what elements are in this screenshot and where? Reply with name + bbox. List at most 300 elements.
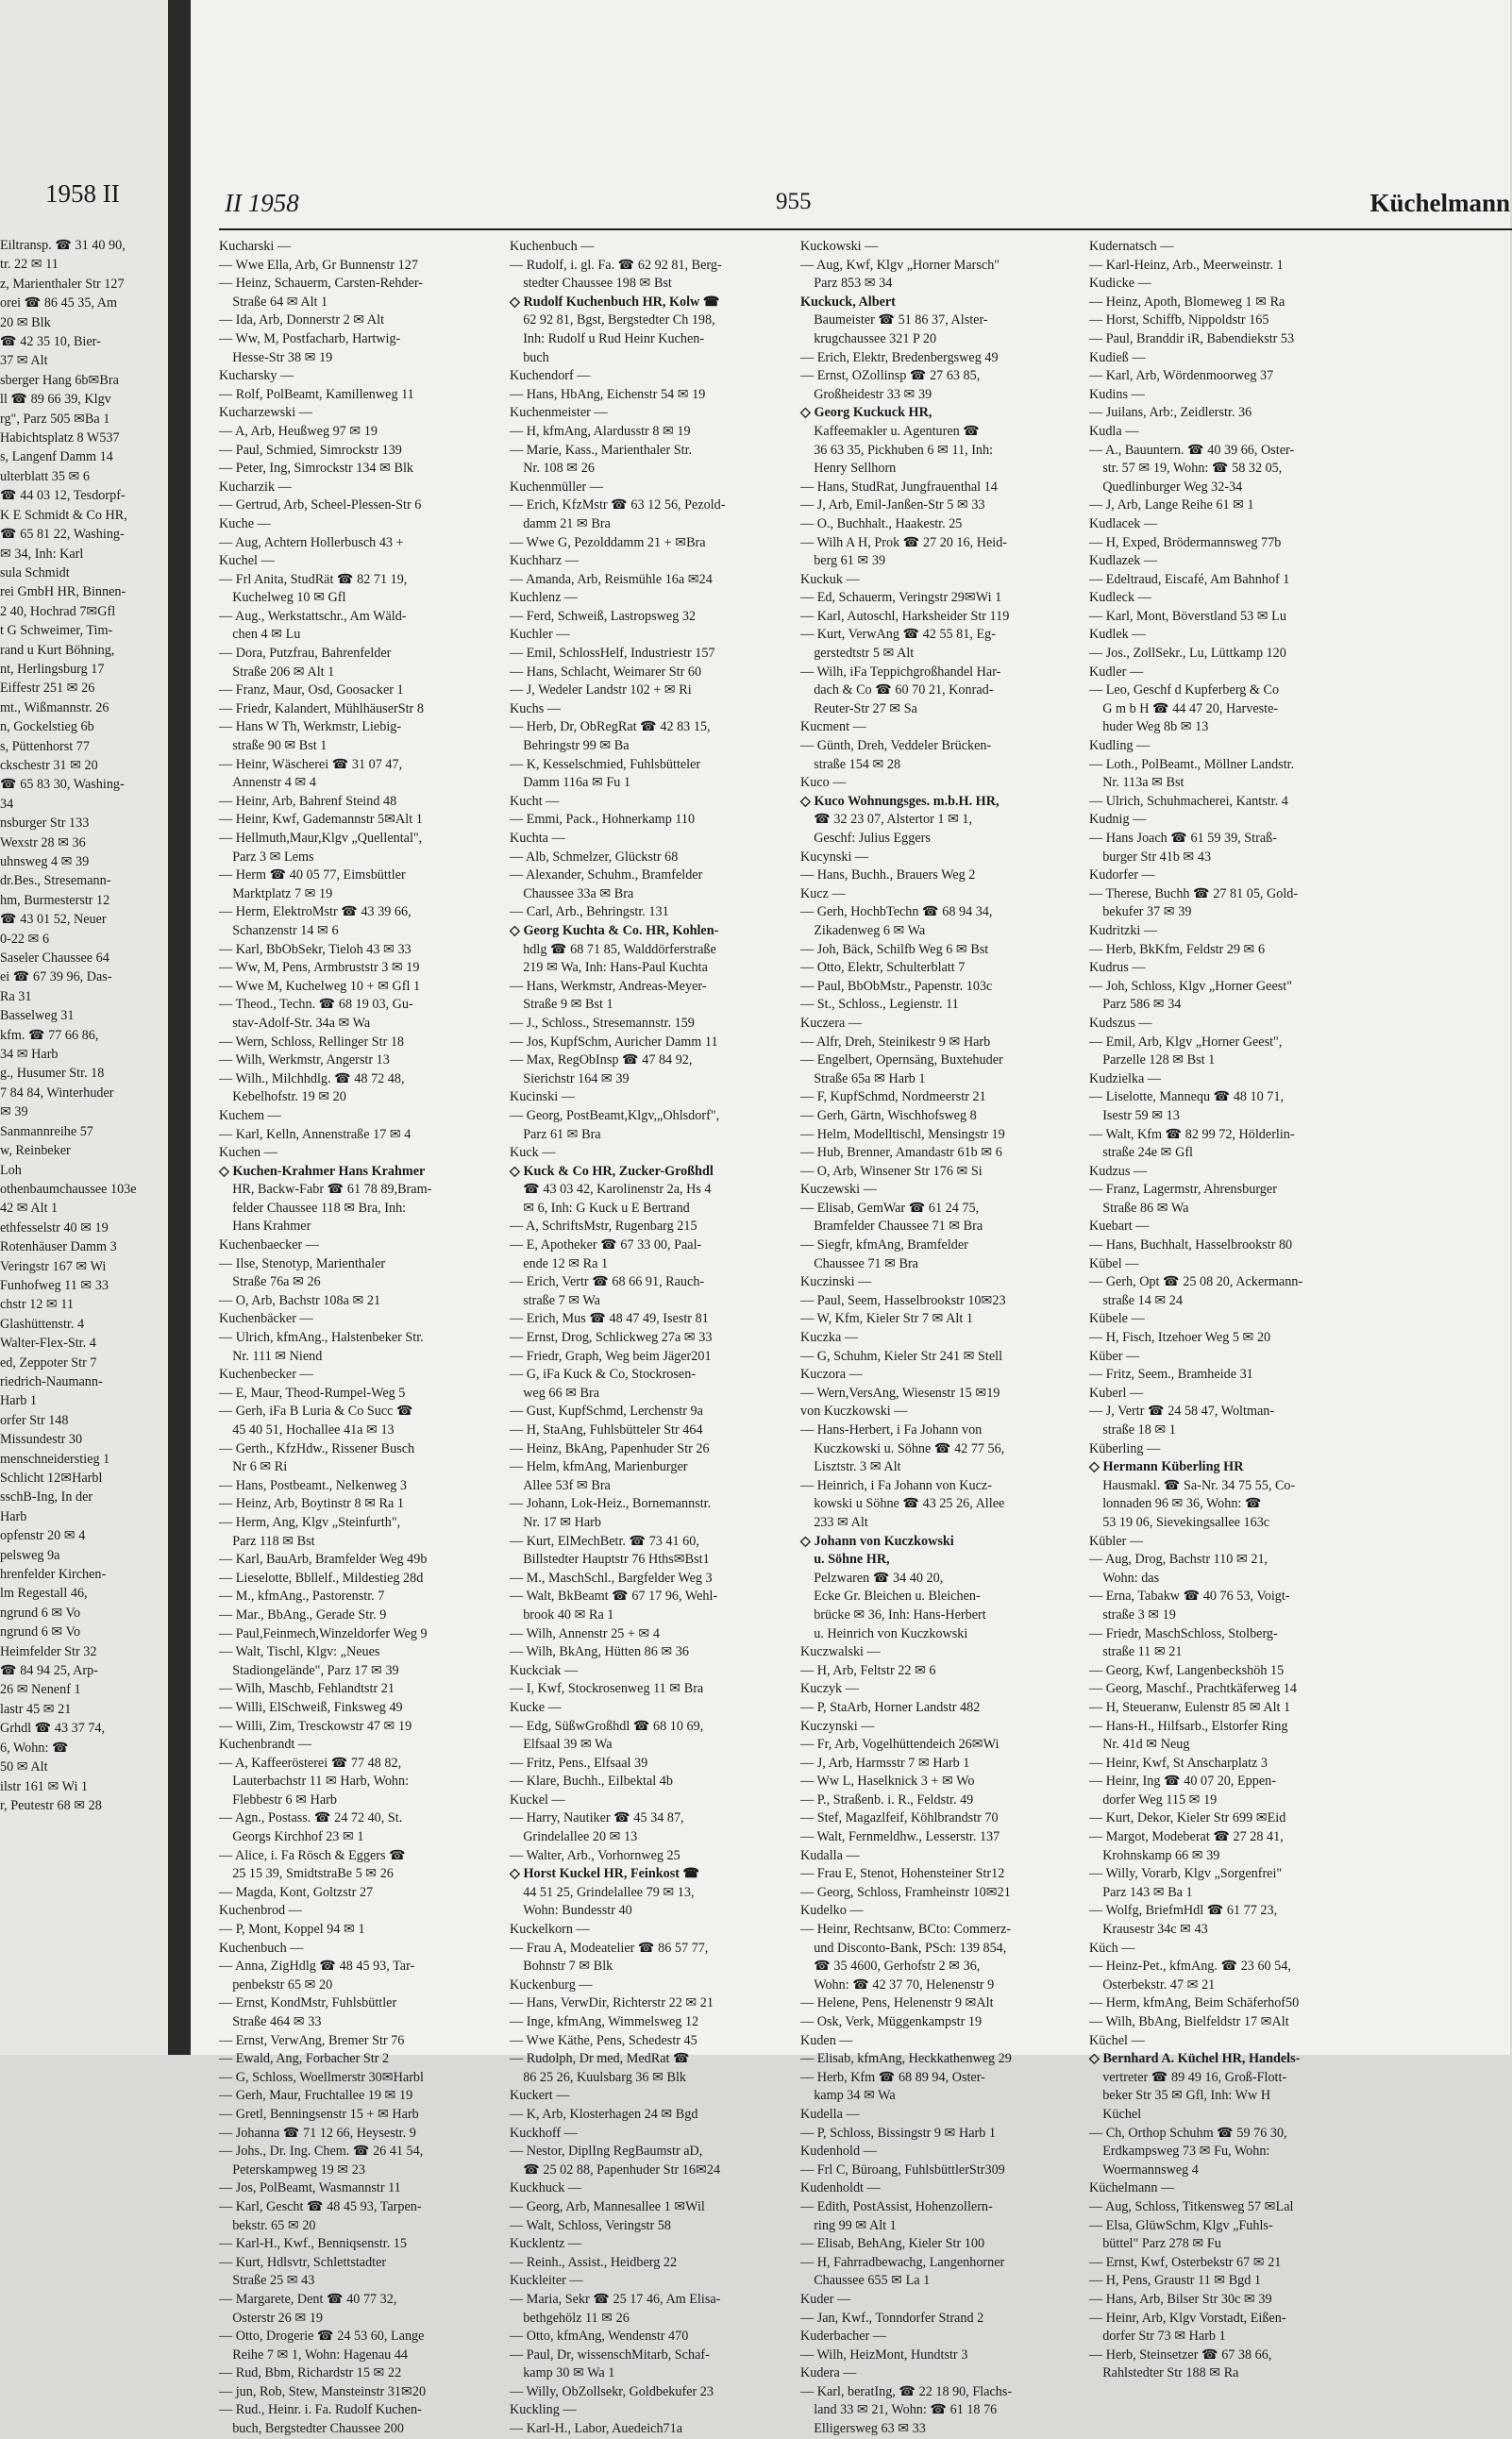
directory-entry-line: Kuckuk — [800, 571, 860, 587]
directory-entry-line: Küchel — [1089, 2032, 1145, 2048]
directory-entry-line: Isestr 59 ✉ 13 [1089, 1107, 1180, 1123]
directory-entry-line: Chaussee 655 ✉ La 1 [800, 2273, 931, 2289]
directory-entry-line: — H, Fahrradbewachg, Langenhorner [800, 2254, 1005, 2270]
directory-entry-line: Behringstr 99 ✉ Ba [510, 738, 630, 754]
directory-entry-line: Kuckel — [510, 1791, 565, 1808]
directory-entry-line: — Agn., Postass. ☎ 24 72 40, St. [219, 1810, 403, 1826]
directory-entry-line: — Karl-H., Labor, Auedeich71a [510, 2421, 683, 2437]
facing-page-line: Harb 1 [0, 1393, 38, 1409]
directory-entry-line: — Hans, Buchh., Brauers Weg 2 [800, 867, 976, 883]
directory-entry-line: — Loth., PolBeamt., Möllner Landstr. [1089, 756, 1295, 772]
directory-entry-line: — Herb, Dr, ObRegRat ☎ 42 83 15, [510, 719, 711, 735]
directory-entry-line: Chaussee 71 ✉ Bra [800, 1255, 918, 1271]
directory-entry-line: — Paul, Seem, Hasselbrookstr 10✉23 [800, 1292, 1006, 1308]
directory-entry-line: dorfer Weg 115 ✉ 19 [1089, 1791, 1218, 1808]
facing-page-line: hrenfelder Kirchen- [0, 1567, 107, 1583]
directory-entry-line: — Paul, Schmied, Simrockstr 139 [219, 442, 402, 458]
facing-page-line: Walter-Flex-Str. 4 [0, 1336, 96, 1352]
directory-column-2 [510, 238, 768, 2437]
directory-entry-line: Reihe 7 ✉ 1, Wohn: Hagenau 44 [219, 2346, 409, 2363]
directory-entry-line: — Georg, Schloss, Framheinstr 10✉21 [800, 1884, 1011, 1900]
directory-entry-line: — Nestor, DiplIng RegBaumstr aD, [510, 2144, 703, 2160]
directory-entry-line: — Gerth., KfzHdw., Rissener Busch [219, 1440, 415, 1456]
directory-entry-line: — Wwe G, Pezolddamm 21 + ✉Bra [510, 534, 706, 550]
directory-entry-line: Kudicke — [1089, 276, 1151, 292]
directory-entry-line: Straße 86 ✉ Wa [1089, 1200, 1189, 1216]
directory-entry-line: — Helm, kfmAng, Marienburger [510, 1459, 688, 1475]
directory-entry-line: — P., Straßenb. i. R., Feldstr. 49 [800, 1791, 974, 1808]
directory-entry-line: — Margarete, Dent ☎ 40 77 32, [219, 2291, 397, 2307]
directory-entry-line: — Rolf, PolBeamt, Kamillenweg 11 [219, 386, 414, 402]
directory-entry-line: — Dora, Putzfrau, Bahrenfelder [219, 646, 392, 662]
facing-page-line: ✉ 39 [0, 1104, 28, 1120]
directory-entry-line: Krausestr 34c ✉ 43 [1089, 1922, 1208, 1938]
directory-entry-line: — Frau A, Modeatelier ☎ 86 57 77, [510, 1940, 709, 1956]
directory-entry-line: — Alfr, Dreh, Steinikestr 9 ✉ Harb [800, 1034, 991, 1050]
directory-entry-line: — Rudolf, i. gl. Fa. ☎ 62 92 81, Berg- [510, 257, 722, 273]
directory-entry-line: Kuchenbuch — [510, 239, 595, 254]
directory-entry-line: kamp 30 ✉ Wa 1 [510, 2365, 615, 2381]
directory-entry-line: — Ernst, KondMstr, Fuhlsbüttler [219, 1995, 397, 2011]
directory-entry-line: ◇ Rudolf Kuchenbuch HR, Kolw ☎ [510, 294, 720, 310]
directory-entry-line: — Emmi, Pack., Hohnerkamp 110 [510, 812, 696, 828]
directory-entry-line: — Willi, Zim, Tresckowstr 47 ✉ 19 [219, 1718, 412, 1734]
directory-entry-line: — F, KupfSchmd, Nordmeerstr 21 [800, 1089, 986, 1105]
directory-entry-line: — Helene, Pens, Helenenstr 9 ✉Alt [800, 1995, 994, 2011]
directory-entry-line: Kuco — [800, 775, 847, 791]
directory-entry-line: Kudenholdt — [800, 2180, 881, 2196]
directory-entry-line: ring 99 ✉ Alt 1 [800, 2217, 897, 2233]
directory-entry-line: — Gerh, Maur, Fruchtallee 19 ✉ 19 [219, 2088, 413, 2104]
directory-entry-line: — Ernst, VerwAng, Bremer Str 76 [219, 2032, 405, 2048]
directory-entry-line: — Heinz, Apoth, Blomeweg 1 ✉ Ra [1089, 294, 1285, 310]
directory-entry-line: — Hans, Postbeamt., Nelkenweg 3 [219, 1477, 407, 1493]
directory-entry-line: ◇ Kuco Wohnungsges. m.b.H. HR, [800, 793, 1000, 809]
directory-entry-line: Straße 9 ✉ Bst 1 [510, 997, 613, 1013]
header-rule [219, 228, 1512, 230]
facing-page-line: w, Reinbeker [0, 1143, 71, 1159]
directory-entry-line: — Elsa, GlüwSchm, Klgv „Fuhls- [1089, 2217, 1273, 2233]
facing-page-line: ☎ 42 35 10, Bier- [0, 334, 101, 350]
directory-entry-line: Küchel [1089, 2106, 1142, 2122]
directory-entry-line: Nr 6 ✉ Ri [219, 1459, 288, 1475]
directory-entry-line: Geschf: Julius Eggers [800, 831, 931, 846]
facing-page-line: uhnsweg 4 ✉ 39 [0, 854, 90, 869]
directory-entry-line: land 33 ✉ 21, Wohn: ☎ 61 18 76 [800, 2402, 998, 2418]
directory-entry-line: — Osk, Verk, Müggenkampstr 19 [800, 2014, 983, 2029]
directory-entry-line: — Georg, Maschf., Prachtkäferweg 14 [1089, 1681, 1297, 1697]
directory-entry-line: — Rud., Heinr. i. Fa. Rudolf Kuchen- [219, 2402, 422, 2418]
directory-entry-line: — Ernst, Drog, Schlickweg 27a ✉ 33 [510, 1330, 713, 1346]
directory-entry-line: — Inge, kfmAng, Wimmelsweg 12 [510, 2014, 699, 2029]
directory-entry-line: — Karl, Autoschl, Harksheider Str 119 [800, 608, 1010, 624]
directory-entry-line: Kuder — [800, 2291, 851, 2307]
directory-entry-line: — Georg, Kwf, Langenbeckshöh 15 [1089, 1662, 1285, 1678]
directory-entry-line: Küberling — [1089, 1440, 1161, 1456]
directory-entry-line: Kübler — [1089, 1533, 1144, 1549]
directory-entry-line: — Gerh, HochbTechn ☎ 68 94 34, [800, 904, 993, 920]
directory-column-4 [1089, 238, 1348, 2381]
directory-entry-line: Kudella — [800, 2106, 860, 2122]
directory-entry-line: u. Heinrich von Kuczkowski [800, 1625, 968, 1641]
directory-entry-line: Straße 76a ✉ 26 [219, 1274, 321, 1290]
directory-entry-line: felder Chaussee 118 ✉ Bra, Inh: [219, 1200, 407, 1216]
directory-entry-line: — E, Apotheker ☎ 67 33 00, Paal- [510, 1237, 702, 1253]
directory-entry-line: ◇ Kuck & Co HR, Zucker-Großhdl [510, 1163, 714, 1179]
directory-entry-line: bethgehölz 11 ✉ 26 [510, 2310, 630, 2326]
directory-entry-line: Kucht — [510, 793, 560, 809]
directory-entry-line: — Hans, VerwDir, Richterstr 22 ✉ 21 [510, 1995, 714, 2011]
directory-entry-line: — Ulrich, kfmAng., Halstenbeker Str. [219, 1330, 424, 1346]
directory-entry-line: Kudnig — [1089, 812, 1147, 828]
directory-entry-line: — Wilh, HeizMont, Hundtstr 3 [800, 2346, 968, 2363]
directory-entry-line: — Peter, Ing, Simrockstr 134 ✉ Blk [219, 461, 413, 477]
directory-entry-line: — Aug, Achtern Hollerbusch 43 + [219, 534, 404, 550]
facing-page-line: K E Schmidt & Co HR, [0, 507, 127, 523]
directory-entry-line: Kuckling — [510, 2402, 577, 2418]
directory-entry-line: Kuderbacher — [800, 2329, 886, 2345]
facing-page-line: Schlicht 12✉Harbl [0, 1471, 103, 1486]
directory-entry-line: Billstedter Hauptstr 76 Hths✉Bst1 [510, 1552, 710, 1568]
directory-entry-line: Kudrus — [1089, 960, 1146, 976]
directory-entry-line: Kuchelweg 10 ✉ Gfl [219, 590, 346, 606]
directory-entry-line: Großheidestr 33 ✉ 39 [800, 386, 932, 402]
directory-entry-line: — Engelbert, Opernsäng, Buxtehuder [800, 1052, 1003, 1068]
directory-entry-line: Wohn: Bundesstr 40 [510, 1903, 632, 1919]
directory-entry-line: hdlg ☎ 68 71 85, Walddörferstraße [510, 941, 716, 957]
directory-entry-line: — Paul, Branddir iR, Babendiekstr 53 [1089, 330, 1295, 346]
directory-entry-line: Kübel — [1089, 1255, 1139, 1271]
directory-entry-line: — Wilh, BkAng, Hütten 86 ✉ 36 [510, 1644, 689, 1660]
directory-entry-line: burger Str 41b ✉ 43 [1089, 849, 1212, 865]
directory-entry-line: — E, Maur, Theod-Rumpel-Weg 5 [219, 1385, 406, 1401]
facing-page-line: nsburger Str 133 [0, 816, 90, 832]
directory-entry-line: Kuebart — [1089, 1219, 1150, 1235]
directory-entry-line: — Hans, StudRat, Jungfrauenthal 14 [800, 479, 998, 495]
facing-page-line: nt, Herlingsburg 17 [0, 661, 105, 677]
directory-entry-line: Erdkampsweg 73 ✉ Fu, Wohn: [1089, 2144, 1270, 2160]
directory-entry-line: — Günth, Dreh, Veddeler Brücken- [800, 738, 992, 754]
directory-entry-line: Osterbekstr. 47 ✉ 21 [1089, 1976, 1216, 1993]
directory-entry-line: — P, StaArb, Horner Landstr 482 [800, 1699, 981, 1715]
directory-entry-line: Kuckelkorn — [510, 1922, 590, 1938]
facing-page-line: rei GmbH HR, Binnen- [0, 584, 126, 600]
directory-entry-line: 233 ✉ Alt [800, 1514, 868, 1530]
directory-entry-line: damm 21 ✉ Bra [510, 515, 611, 531]
facing-page-line: sberger Hang 6b✉Bra [0, 372, 119, 388]
directory-entry-line: — Wwe Käthe, Pens, Schedestr 45 [510, 2032, 697, 2048]
directory-entry-line: Schanzenstr 14 ✉ 6 [219, 922, 339, 938]
directory-entry-line: Flebbestr 6 ✉ Harb [219, 1791, 337, 1808]
facing-page-line: lastr 45 ✉ 21 [0, 1701, 72, 1717]
directory-entry-line: — Franz, Maur, Osd, Goosacker 1 [219, 682, 404, 698]
directory-entry-line: — Johanna ☎ 71 12 66, Heysestr. 9 [219, 2125, 416, 2141]
directory-entry-line: — Paul, Dr, wissenschMitarb, Schaf- [510, 2346, 710, 2363]
facing-page-line: kfm. ☎ 77 66 86, [0, 1027, 99, 1043]
directory-entry-line: Woermannsweg 4 [1089, 2161, 1199, 2178]
facing-page-line: Missundestr 30 [0, 1432, 83, 1448]
directory-entry-line: Kuckuck, Albert [800, 294, 896, 310]
directory-entry-line: Annenstr 4 ✉ 4 [219, 775, 316, 791]
directory-entry-line: — Hans, Buchhalt, Hasselbrookstr 80 [1089, 1237, 1293, 1253]
directory-entry-line: Parz 586 ✉ 34 [1089, 997, 1182, 1013]
directory-entry-line: — Hans-H., Hilfsarb., Elstorfer Ring [1089, 1718, 1288, 1734]
directory-entry-line: — Herm ☎ 40 05 77, Eimsbüttler [219, 867, 406, 883]
facing-page-line: z, Marienthaler Str 127 [0, 276, 125, 292]
directory-entry-line: Elligersweg 63 ✉ 33 [800, 2421, 926, 2437]
directory-entry-line: Kuchta — [510, 831, 565, 846]
directory-entry-line: Kudritzki — [1089, 922, 1158, 938]
directory-entry-line: — H, Fisch, Itzehoer Weg 5 ✉ 20 [1089, 1330, 1271, 1346]
directory-entry-line: Kebelhofstr. 19 ✉ 20 [219, 1089, 346, 1105]
directory-entry-line: Kudlacek — [1089, 515, 1158, 531]
directory-entry-line: — Karl, BauArb, Bramfelder Weg 49b [219, 1552, 428, 1568]
directory-entry-line: — Wern, Schloss, Rellinger Str 18 [219, 1034, 405, 1050]
directory-entry-line: — Ch, Orthop Schuhm ☎ 59 76 30, [1089, 2125, 1287, 2141]
directory-entry-line: straße 24e ✉ Gfl [1089, 1145, 1193, 1161]
directory-entry-line: — Max, RegObInsp ☎ 47 84 92, [510, 1052, 693, 1068]
directory-entry-line: — Gerh, iFa B Luria & Co Succ ☎ [219, 1404, 413, 1420]
directory-entry-line: Kudalla — [800, 1847, 860, 1863]
directory-entry-line: Kuckhuck — [510, 2180, 582, 2196]
facing-page-line: Heimfelder Str 32 [0, 1643, 97, 1659]
directory-entry-line: 219 ✉ Wa, Inh: Hans-Paul Kuchta [510, 960, 708, 976]
directory-entry-line: Kucynski — [800, 849, 869, 865]
directory-entry-line: — Johs., Dr. Ing. Chem. ☎ 26 41 54, [219, 2144, 424, 2160]
directory-entry-line: Kudlazek — [1089, 553, 1158, 569]
facing-page-line: Saseler Chaussee 64 [0, 950, 109, 967]
directory-entry-line: — Hans Joach ☎ 61 59 39, Straß- [1089, 831, 1277, 846]
directory-entry-line: Kucment — [800, 719, 866, 735]
directory-entry-line: — Edg, SüßwGroßhdl ☎ 68 10 69, [510, 1718, 704, 1734]
facing-page-line: ll ☎ 89 66 39, Klgv [0, 392, 111, 408]
directory-entry-line: Straße 64 ✉ Alt 1 [219, 294, 328, 310]
directory-entry-line: — Walt, Kfm ☎ 82 99 72, Hölderlin- [1089, 1126, 1295, 1142]
directory-entry-line: — Friedr, MaschSchloss, Stolberg- [1089, 1625, 1278, 1641]
facing-page-line: Habichtsplatz 8 W537 [0, 430, 120, 446]
directory-entry-line: Allee 53f ✉ Bra [510, 1477, 611, 1493]
directory-entry-line: — Hans, Arb, Bilser Str 30c ✉ 39 [1089, 2291, 1272, 2307]
directory-entry-line: — Karl, Kelln, Annenstraße 17 ✉ 4 [219, 1126, 412, 1142]
directory-entry-line: — Walter, Arb., Vorhornweg 25 [510, 1847, 680, 1863]
directory-entry-line: — Maria, Sekr ☎ 25 17 46, Am Elisa- [510, 2291, 721, 2307]
directory-entry-line: — Wolfg, BriefmHdl ☎ 61 77 23, [1089, 1903, 1278, 1919]
directory-entry-line: — Wwe M, Kuchelweg 10 + ✉ Gfl 1 [219, 978, 421, 994]
directory-entry-line: — A., Bauuntern. ☎ 40 39 66, Oster- [1089, 442, 1295, 458]
directory-entry-line: Krohnskamp 66 ✉ 39 [1089, 1847, 1220, 1863]
facing-page-line: 7 84 84, Winterhuder [0, 1085, 114, 1101]
directory-entry-line: berg 61 ✉ 39 [800, 553, 886, 569]
facing-page-line: ☎ 43 01 52, Neuer [0, 912, 107, 928]
directory-entry-line: — Ferd, Schweiß, Lastropsweg 32 [510, 608, 697, 624]
directory-entry-line: Kucz — [800, 885, 846, 901]
directory-entry-line: — Wilh, Werkmstr, Angerstr 13 [219, 1052, 390, 1068]
directory-entry-line: Kuckowski — [800, 239, 879, 254]
directory-entry-line: straße 154 ✉ 28 [800, 756, 901, 772]
directory-entry-line: Kuckhoff — [510, 2125, 578, 2141]
directory-entry-line: Kuberl — [1089, 1385, 1144, 1401]
directory-entry-line: — Erich, Vertr ☎ 68 66 91, Rauch- [510, 1274, 705, 1290]
facing-page-line: sschB-Ing, In der [0, 1489, 93, 1505]
facing-page-line: ckschestr 31 ✉ 20 [0, 757, 98, 773]
facing-page-line: tr. 22 ✉ 11 [0, 257, 59, 273]
directory-entry-line: — Ewald, Ang, Forbacher Str 2 [219, 2051, 390, 2067]
directory-entry-line: — Edith, PostAssist, Hohenzollern- [800, 2198, 993, 2214]
facing-page-line: orei ☎ 86 45 35, Am [0, 295, 118, 311]
directory-entry-line: beker Str 35 ✉ Gfl, Inh: Ww H [1089, 2088, 1271, 2104]
directory-entry-line: — H, Exped, Brödermannsweg 77b [1089, 534, 1282, 550]
facing-page-line: 50 ✉ Alt [0, 1759, 48, 1775]
directory-entry-line: — Heinz, BkAng, Papenhuder Str 26 [510, 1440, 710, 1456]
directory-entry-line: Kübele — [1089, 1311, 1145, 1327]
directory-entry-line: Kuczera — [800, 1015, 862, 1031]
directory-entry-line: — Siegfr, kfmAng, Bramfelder [800, 1237, 968, 1253]
facing-page-line: othenbaumchaussee 103e [0, 1181, 137, 1197]
facing-page-line: mt., Wißmannstr. 26 [0, 699, 109, 715]
directory-entry-line: Kuchenmeister — [510, 405, 608, 421]
directory-entry-line: Kuchenmüller — [510, 479, 603, 495]
directory-entry-line: krugchaussee 321 P 20 [800, 330, 937, 346]
directory-entry-line: Kudera — [800, 2365, 857, 2381]
directory-page [191, 0, 1510, 2437]
directory-entry-line: — Walt, Fernmeldhw., Lesserstr. 137 [800, 1829, 1000, 1845]
directory-entry-line: kowski u Söhne ☎ 43 25 26, Allee [800, 1496, 1005, 1512]
directory-entry-line: — Hans, Werkmstr, Andreas-Meyer- [510, 978, 707, 994]
directory-entry-line: ◇ Georg Kuchta & Co. HR, Kohlen- [510, 922, 719, 938]
facing-page-lines [0, 236, 166, 1815]
facing-page-line: 0-22 ✉ 6 [0, 931, 50, 947]
facing-page-line: Loh [0, 1162, 22, 1178]
directory-entry-line: huder Weg 8b ✉ 13 [1089, 719, 1209, 735]
directory-entry-line: Kuchharz — [510, 553, 579, 569]
directory-entry-line: — Jos, PolBeamt, Wasmannstr 11 [219, 2180, 401, 2196]
directory-entry-line: Lauterbachstr 11 ✉ Harb, Wohn: [219, 1774, 410, 1790]
directory-entry-line: — Liselotte, Mannequ ☎ 48 10 71, [1089, 1089, 1285, 1105]
directory-entry-line: Nr. 111 ✉ Niend [219, 1348, 323, 1364]
directory-entry-line: — Aug., Werkstattschr., Am Wäld- [219, 608, 407, 624]
directory-entry-line: — Georg, Arb, Mannesallee 1 ✉Wil [510, 2198, 705, 2214]
facing-page-line: r, Peutestr 68 ✉ 28 [0, 1797, 102, 1813]
directory-entry-line: — Edeltraud, Eiscafé, Am Bahnhof 1 [1089, 571, 1290, 587]
directory-entry-line: ☎ 25 02 88, Papenhuder Str 16✉24 [510, 2161, 721, 2178]
directory-entry-line: — Heinr, Arb, Klgv Vorstadt, Eißen- [1089, 2310, 1286, 2326]
directory-entry-line: — Fr, Arb, Vogelhüttendeich 26✉Wi [800, 1737, 1000, 1753]
directory-entry-line: — Harry, Nautiker ☎ 45 34 87, [510, 1810, 684, 1826]
directory-entry-line: — Paul,Feinmech,Winzeldorfer Weg 9 [219, 1625, 428, 1641]
directory-entry-line: straße 90 ✉ Bst 1 [219, 738, 328, 754]
facing-page-line: ei ☎ 67 39 96, Das- [0, 969, 112, 985]
directory-entry-line: Grindelallee 20 ✉ 13 [510, 1829, 638, 1845]
directory-entry-line: — Hub, Brenner, Amandastr 61b ✉ 6 [800, 1145, 1002, 1161]
directory-entry-line: — Johann, Lok-Heiz., Bornemannstr. [510, 1496, 712, 1512]
directory-entry-line: — Frl C, Büroang, FuhlsbüttlerStr309 [800, 2161, 1005, 2178]
directory-entry-line: ende 12 ✉ Ra 1 [510, 1255, 609, 1271]
directory-entry-line: Sierichstr 164 ✉ 39 [510, 1070, 630, 1086]
directory-entry-line: 53 19 06, Sievekingsallee 163c [1089, 1514, 1270, 1530]
facing-page-line: dr.Bes., Stresemann- [0, 873, 111, 889]
directory-entry-line: — Erich, Elektr, Bredenbergsweg 49 [800, 349, 999, 365]
facing-page-line: 26 ✉ Nenenf 1 [0, 1682, 81, 1698]
directory-entry-line: — St., Schloss., Legienstr. 11 [800, 997, 959, 1013]
directory-entry-line: — J, Arb, Harmsstr 7 ✉ Harb 1 [800, 1755, 970, 1771]
facing-page-line: ☎ 65 81 22, Washing- [0, 527, 125, 543]
directory-entry-line: — Joh, Bäck, Schilfb Weg 6 ✉ Bst [800, 941, 989, 957]
directory-entry-line: Kucharzewski — [219, 405, 312, 421]
facing-page-line: 34 [0, 796, 14, 812]
directory-entry-line: — Frau E, Stenot, Hohensteiner Str12 [800, 1866, 1005, 1882]
directory-entry-line: Ecke Gr. Bleichen u. Bleichen- [800, 1589, 981, 1605]
facing-page-line: Grhdl ☎ 43 37 74, [0, 1721, 106, 1737]
directory-entry-line: — Lieselotte, Bbllelf., Mildestieg 28d [219, 1570, 424, 1586]
facing-page-line: 34 ✉ Harb [0, 1047, 59, 1063]
directory-entry-line: — Heinr, Arb, Bahrenf Steind 48 [219, 793, 397, 809]
directory-entry-line: Zikadenweg 6 ✉ Wa [800, 922, 926, 938]
facing-page-line: hm, Burmesterstr 12 [0, 892, 110, 908]
directory-entry-line: — Otto, Elektr, Schulterblatt 7 [800, 960, 966, 976]
facing-page-line: ☎ 84 94 25, Arp- [0, 1663, 98, 1679]
directory-entry-line: Kucinski — [510, 1089, 575, 1105]
directory-entry-line: Kudla — [1089, 423, 1139, 439]
directory-entry-line: — J., Schloss., Stresemannstr. 159 [510, 1015, 695, 1031]
directory-entry-line: — Klare, Buchh., Eilbektal 4b [510, 1774, 673, 1790]
facing-page-line: s, Püttenhorst 77 [0, 738, 90, 754]
directory-entry-line: — Ww, M, Pens, Armbruststr 3 ✉ 19 [219, 960, 420, 976]
directory-entry-line: Damm 116a ✉ Fu 1 [510, 775, 631, 791]
facing-page-line: Eiffestr 251 ✉ 26 [0, 681, 95, 697]
directory-entry-line: Hausmakl. ☎ Sa-Nr. 34 75 55, Co- [1089, 1477, 1296, 1493]
directory-entry-line: Kudszus — [1089, 1015, 1152, 1031]
facing-page-line: ilstr 161 ✉ Wi 1 [0, 1778, 89, 1794]
directory-entry-line: — Kurt, VerwAng ☎ 42 55 81, Eg- [800, 627, 996, 643]
directory-entry-line: kamp 34 ✉ Wa [800, 2088, 896, 2104]
directory-entry-line: ☎ 35 4600, Gerhofstr 2 ✉ 36, [800, 1959, 981, 1975]
directory-entry-line: — Willy, Vorarb, Klgv „Sorgenfrei" [1089, 1866, 1283, 1882]
directory-entry-line: Bohnstr 7 ✉ Blk [510, 1959, 613, 1975]
directory-entry-line: — Georg, PostBeamt,Klgv,„Ohlsdorf", [510, 1107, 720, 1123]
facing-page-line: menschneiderstieg 1 [0, 1451, 110, 1467]
directory-entry-line: 62 92 81, Bgst, Bergstedter Ch 198, [510, 312, 715, 328]
directory-entry-line: Kuckert — [510, 2088, 570, 2104]
directory-entry-line: Pelzwaren ☎ 34 40 20, [800, 1570, 944, 1586]
directory-entry-line: brücke ✉ 36, Inh: Hans-Herbert [800, 1606, 986, 1623]
facing-page-line: Basselweg 31 [0, 1008, 75, 1024]
directory-entry-line: Kudernatsch — [1089, 239, 1174, 254]
directory-entry-line: bekufer 37 ✉ 39 [1089, 904, 1192, 920]
directory-entry-line: — Heinr, Kwf, St Anscharplatz 3 [1089, 1755, 1268, 1771]
facing-page-header: 1958 II [45, 179, 120, 208]
directory-entry-line: Kuczynski — [800, 1718, 875, 1734]
directory-entry-line: Nr. 113a ✉ Bst [1089, 775, 1184, 791]
directory-entry-line: — Karl, Mont, Böverstland 53 ✉ Lu [1089, 608, 1286, 624]
directory-entry-line: Kuckleiter — [510, 2273, 583, 2289]
facing-page-line: ☎ 44 03 12, Tesdorpf- [0, 488, 126, 504]
directory-entry-line: — Karl, Gescht ☎ 48 45 93, Tarpen- [219, 2198, 422, 2214]
directory-entry-line: Kuchendorf — [510, 368, 591, 384]
facing-page-line: ed, Zeppoter Str 7 [0, 1354, 97, 1371]
directory-entry-line: büttel" Parz 278 ✉ Fu [1089, 2236, 1221, 2252]
directory-entry-line: Kuchenbäcker — [219, 1311, 313, 1327]
directory-entry-line: u. Söhne HR, [800, 1552, 890, 1568]
facing-page-line: Rotenhäuser Damm 3 [0, 1239, 117, 1255]
facing-page-line: lm Regestall 46, [0, 1586, 88, 1602]
directory-entry-line: Kuczewski — [800, 1182, 877, 1198]
directory-entry-line: — Horst, Schiffb, Nippoldstr 165 [1089, 312, 1269, 328]
directory-entry-line: 86 25 26, Kuulsbarg 36 ✉ Blk [510, 2069, 687, 2085]
directory-entry-line: Küber — [1089, 1348, 1140, 1364]
directory-entry-line: Hans Krahmer [219, 1219, 311, 1235]
directory-entry-line: — Heinr, Rechtsanw, BCto: Commerz- [800, 1922, 1012, 1938]
directory-entry-line: — Aug, Drog, Bachstr 110 ✉ 21, [1089, 1552, 1268, 1568]
